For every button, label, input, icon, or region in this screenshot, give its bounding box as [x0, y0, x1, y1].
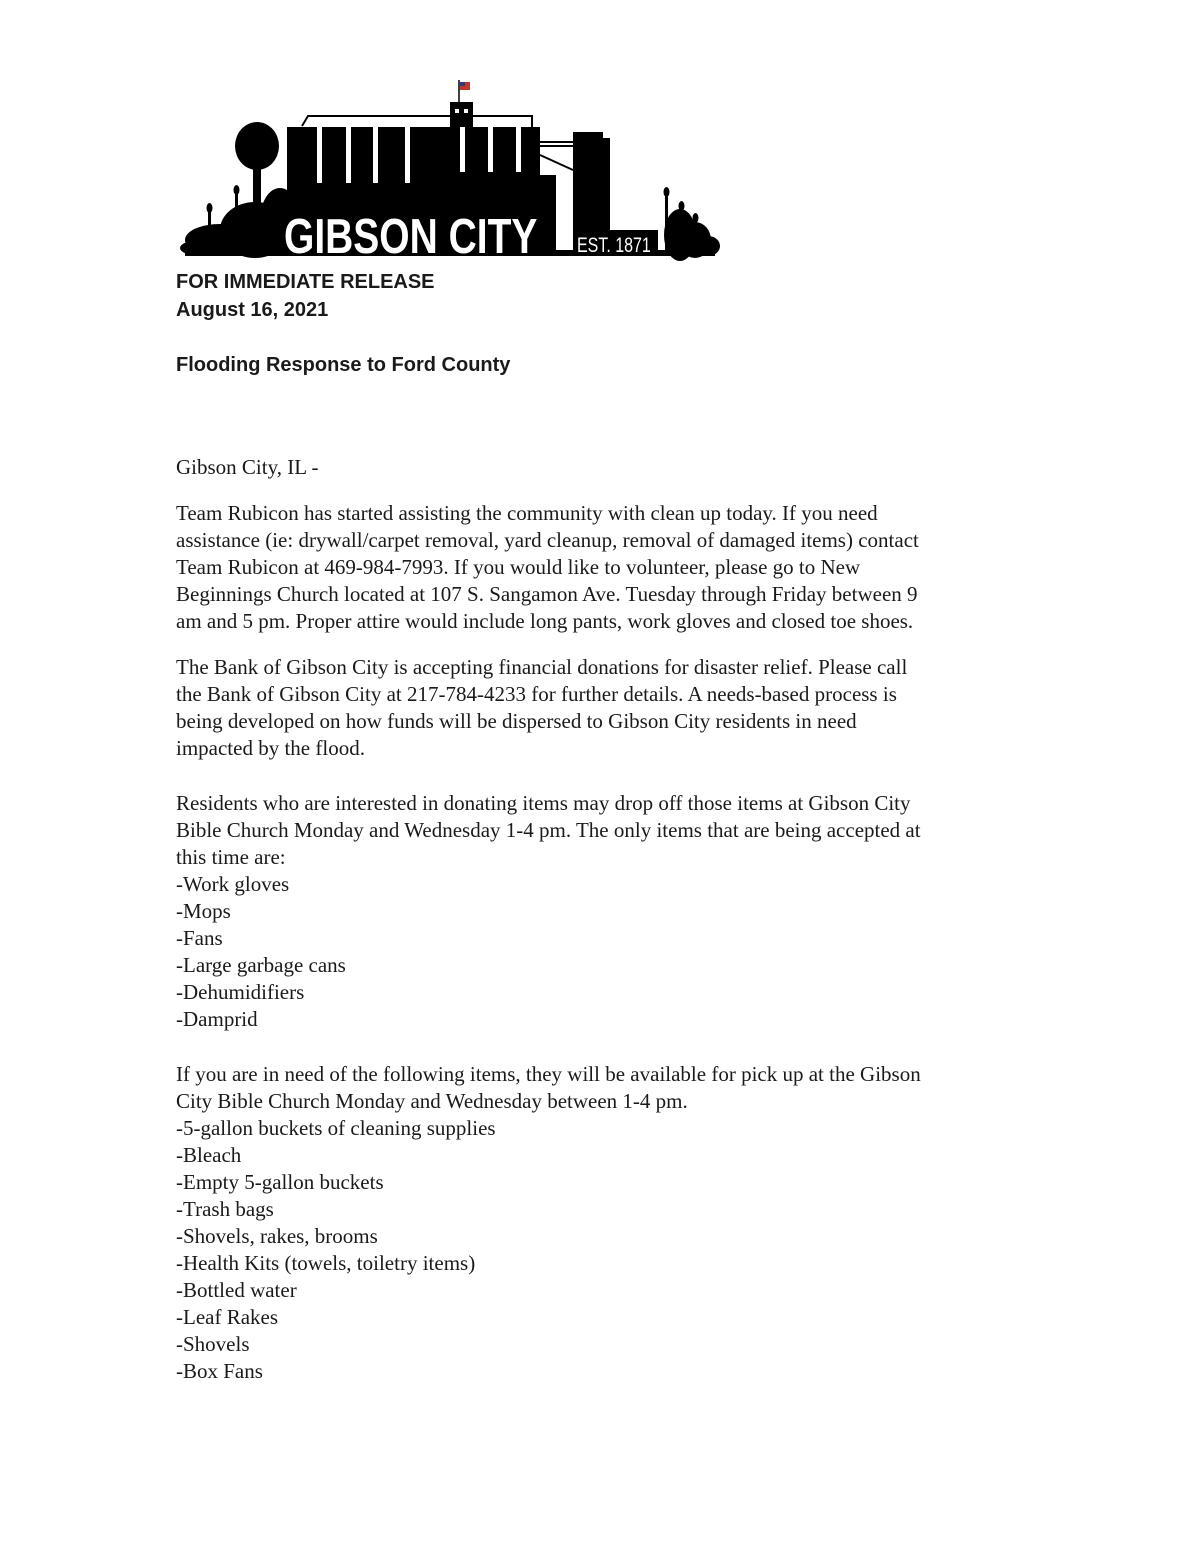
- list-item: -Health Kits (towels, toiletry items): [176, 1251, 476, 1275]
- list-item: -5-gallon buckets of cleaning supplies: [176, 1116, 496, 1140]
- text-line: this time are:: [176, 845, 286, 869]
- document-title: Flooding Response to Ford County: [176, 354, 511, 376]
- list-item: -Mops: [176, 899, 231, 923]
- text-line: assistance (ie: drywall/carpet removal, yard cleanup, removal of damaged items) contact: [176, 528, 919, 552]
- list-item: -Shovels, rakes, brooms: [176, 1224, 378, 1248]
- list-item: -Damprid: [176, 1007, 258, 1031]
- list-item: -Large garbage cans: [176, 953, 346, 977]
- release-label: FOR IMMEDIATE RELEASE: [176, 271, 435, 293]
- list-item: -Dehumidifiers: [176, 980, 305, 1004]
- list-item: -Leaf Rakes: [176, 1305, 279, 1329]
- text-line: am and 5 pm. Proper attire would include long pants, work gloves and closed toe shoes.: [176, 609, 914, 633]
- list-item: -Trash bags: [176, 1197, 274, 1221]
- text-line: Team Rubicon has started assisting the community with clean up today. If you need: [176, 501, 878, 525]
- logo-est: EST. 1871: [577, 233, 651, 258]
- text-line: Residents who are interested in donating items may drop off those items at Gibson City: [176, 791, 911, 815]
- list-item: -Fans: [176, 926, 223, 950]
- list-item: -Box Fans: [176, 1359, 263, 1383]
- text-line: Team Rubicon at 469-984-7993. If you would like to volunteer, please go to New: [176, 555, 861, 579]
- text-line: The Bank of Gibson City is accepting financial donations for disaster relief. Please call: [176, 655, 908, 679]
- text-line: Beginnings Church located at 107 S. Sangamon Ave. Tuesday through Friday between 9: [176, 582, 918, 606]
- list-item: -Work gloves: [176, 872, 290, 896]
- text-line: the Bank of Gibson City at 217-784-4233 for further details. A needs-based process is: [176, 682, 897, 706]
- list-item: -Shovels: [176, 1332, 250, 1356]
- text-line: Bible Church Monday and Wednesday 1-4 pm. The only items that are being accepted at: [176, 818, 921, 842]
- gibson-city-logo: [180, 70, 1020, 270]
- list-item: -Empty 5-gallon buckets: [176, 1170, 384, 1194]
- list-item: -Bottled water: [176, 1278, 297, 1302]
- text-line: impacted by the flood.: [176, 736, 365, 760]
- text-line: being developed on how funds will be dispersed to Gibson City residents in need: [176, 709, 857, 733]
- release-date: August 16, 2021: [176, 299, 329, 321]
- logo-name: GIBSON CITY: [284, 209, 538, 265]
- list-item: -Bleach: [176, 1143, 242, 1167]
- text-line: If you are in need of the following items, they will be available for pick up at the Gibson: [176, 1062, 921, 1086]
- dateline: Gibson City, IL -: [176, 455, 319, 479]
- text-line: City Bible Church Monday and Wednesday between 1-4 pm.: [176, 1089, 688, 1113]
